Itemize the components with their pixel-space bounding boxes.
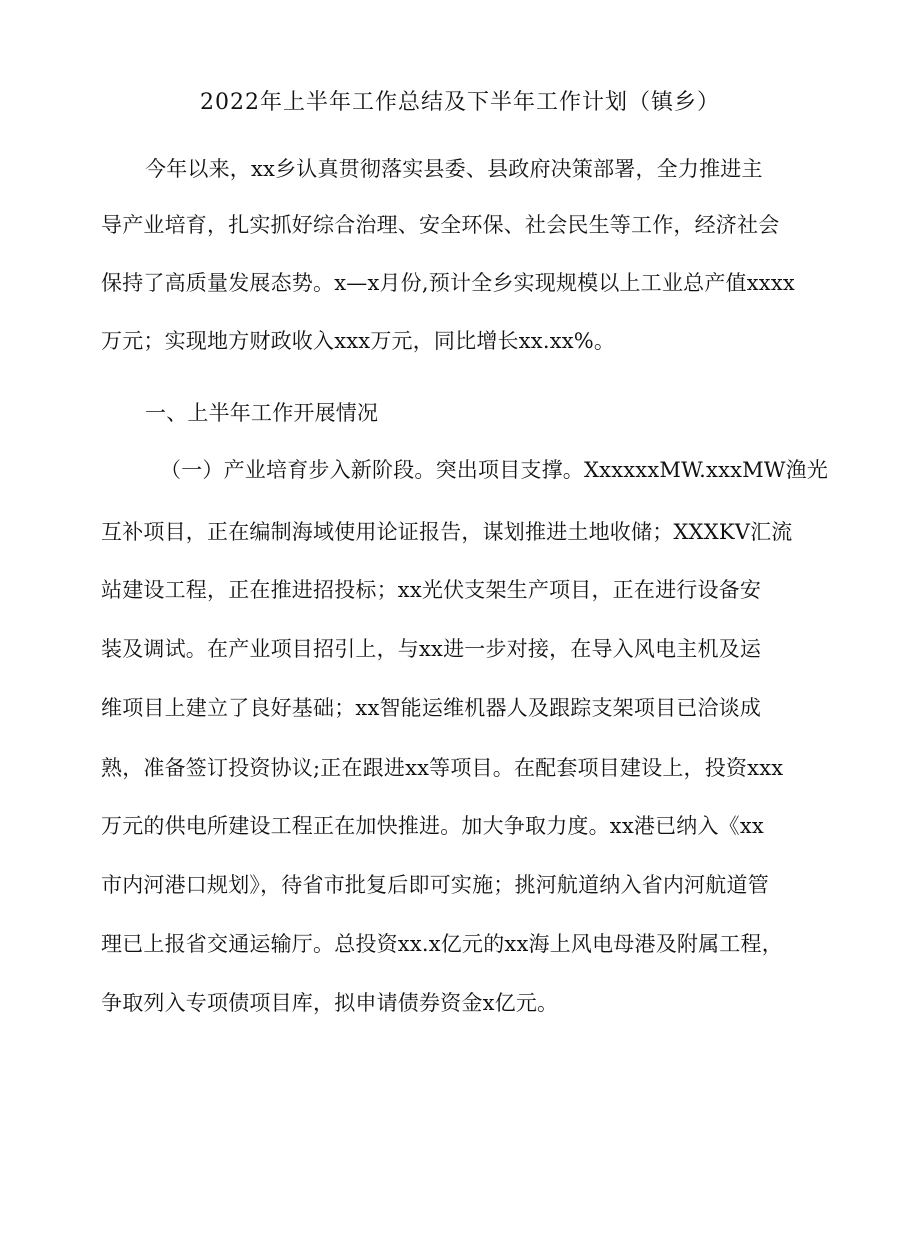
paragraph-2-line-4: 装及调试。在产业项目招引上，与xx进一步对接，在导入风电主机及运	[101, 637, 762, 661]
paragraph-2-line-9: 理已上报省交通运输厅。总投资xx.x亿元的xx海上风电母港及附属工程，	[101, 932, 783, 956]
section-heading-1: 一、上半年工作开展情况	[145, 401, 379, 425]
paragraph-2-line-7: 万元的供电所建设工程正在加快推进。加大争取力度。xx港已纳入《xx	[101, 814, 764, 838]
paragraph-2-line-1: （一）产业培育步入新阶段。突出项目支撑。XxxxxxMW.xxxMW渔光	[160, 458, 829, 482]
document-title: 2022年上半年工作总结及下半年工作计划（镇乡）	[200, 90, 720, 115]
paragraph-2-line-3: 站建设工程，正在推进招投标；xx光伏支架生产项目，正在进行设备安	[101, 578, 762, 602]
paragraph-2-line-10: 争取列入专项债项目库，拟申请债券资金x亿元。	[101, 991, 559, 1015]
paragraph-1-line-1: 今年以来，xx乡认真贯彻落实县委、县政府决策部署，全力推进主	[145, 157, 763, 181]
paragraph-1-line-2: 导产业培育，扎实抓好综合治理、安全环保、社会民生等工作，经济社会	[101, 213, 780, 237]
paragraph-2-line-5: 维项目上建立了良好基础；xx智能运维机器人及跟踪支架项目已洽谈成	[101, 696, 762, 720]
paragraph-2-line-2: 互补项目，正在编制海域使用论证报告，谋划推进土地收储；XXXKV汇流	[101, 520, 793, 544]
paragraph-2-line-6: 熟，准备签订投资协议;正在跟进xx等项目。在配套项目建设上，投资xxx	[101, 756, 784, 780]
paragraph-2-line-8: 市内河港口规划》，待省市批复后即可实施；挑河航道纳入省内河航道管	[101, 873, 769, 897]
paragraph-1-line-3: 保持了高质量发展态势。x—x月份,预计全乡实现规模以上工业总产值xxxx	[101, 271, 795, 295]
paragraph-1-line-4: 万元；实现地方财政收入xxx万元，同比增长xx.xx%。	[101, 329, 616, 353]
